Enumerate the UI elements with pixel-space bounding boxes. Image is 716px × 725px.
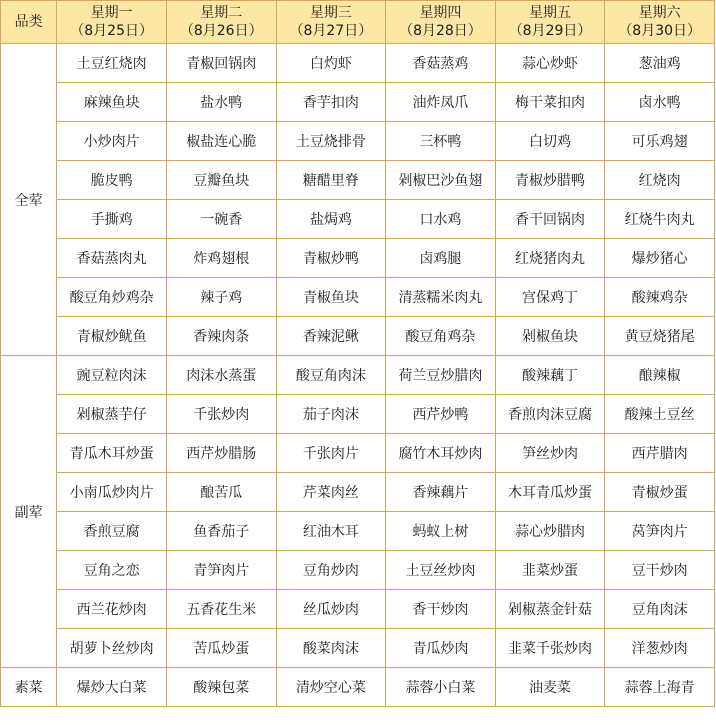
dish-cell: 爆炒大白菜 [57, 668, 167, 707]
menu-row [1, 590, 715, 629]
dish-cell: 青瓜木耳炒蛋 [57, 434, 167, 473]
dish-cell: 剁椒鱼块 [495, 317, 605, 356]
dish-cell: 酸豆角炒鸡杂 [57, 278, 167, 317]
category-cell: 副荤 [1, 356, 57, 668]
dish-cell: 卤鸡腿 [386, 239, 496, 278]
dish-cell: 鱼香茄子 [166, 512, 276, 551]
dish-cell: 脆皮鸭 [57, 161, 167, 200]
dish-cell: 油炸凤爪 [386, 83, 496, 122]
dish-cell: 清炒空心菜 [276, 668, 386, 707]
dish-cell: 芹菜肉丝 [276, 473, 386, 512]
dish-cell: 洋葱炒肉 [605, 629, 715, 668]
dish-cell: 一碗香 [166, 200, 276, 239]
table-body [1, 44, 715, 707]
day-name: 星期二 [200, 5, 243, 21]
dish-cell: 香菇蒸肉丸 [57, 239, 167, 278]
menu-row [1, 83, 715, 122]
day-date: （8月26日） [179, 23, 263, 39]
day-name: 星期三 [309, 5, 352, 21]
dish-cell: 莴笋肉片 [605, 512, 715, 551]
dish-cell: 红油木耳 [276, 512, 386, 551]
dish-cell: 酿辣椒 [605, 356, 715, 395]
dish-cell: 盐水鸭 [166, 83, 276, 122]
dish-cell: 宫保鸡丁 [495, 278, 605, 317]
dish-cell: 辣子鸡 [166, 278, 276, 317]
dish-cell: 剁椒巴沙鱼翅 [386, 161, 496, 200]
dish-cell: 炸鸡翅根 [166, 239, 276, 278]
day-date: （8月28日） [399, 23, 482, 39]
dish-cell: 青椒炒腊鸭 [495, 161, 605, 200]
dish-cell: 清蒸糯米肉丸 [386, 278, 496, 317]
menu-row [1, 473, 715, 512]
dish-cell: 酸辣藕丁 [495, 356, 605, 395]
dish-cell: 西芹炒腊肠 [166, 434, 276, 473]
dish-cell: 豆角肉沫 [605, 590, 715, 629]
dish-cell: 麻辣鱼块 [57, 83, 167, 122]
dish-cell: 酸豆角鸡杂 [386, 317, 496, 356]
dish-cell: 青椒炒鸭 [276, 239, 386, 278]
dish-cell: 红烧肉 [605, 161, 715, 200]
day-header-thu [386, 1, 496, 44]
day-name: 星期五 [529, 5, 572, 21]
menu-row [1, 122, 715, 161]
dish-cell: 荷兰豆炒腊肉 [386, 356, 496, 395]
day-date: （8月25日） [70, 23, 153, 39]
dish-cell: 剁椒蒸芋仔 [57, 395, 167, 434]
dish-cell: 青笋肉片 [166, 551, 276, 590]
dish-cell: 西兰花炒肉 [57, 590, 167, 629]
day-date: （8月30日） [618, 23, 702, 39]
header-row [1, 1, 715, 44]
dish-cell: 木耳青瓜炒蛋 [495, 473, 605, 512]
dish-cell: 红烧猪肉丸 [495, 239, 605, 278]
dish-cell: 青椒炒鱿鱼 [57, 317, 167, 356]
dish-cell: 梅干菜扣肉 [495, 83, 605, 122]
menu-row [1, 44, 715, 83]
dish-cell: 香煎肉沫豆腐 [495, 395, 605, 434]
day-header-fri [495, 1, 605, 44]
dish-cell: 茄子肉沫 [276, 395, 386, 434]
dish-cell: 千张肉片 [276, 434, 386, 473]
dish-cell: 手撕鸡 [57, 200, 167, 239]
menu-row [1, 434, 715, 473]
dish-cell: 胡萝卜丝炒肉 [57, 629, 167, 668]
dish-cell: 苦瓜炒蛋 [166, 629, 276, 668]
day-header-tue [166, 1, 276, 44]
dish-cell: 爆炒猪心 [605, 239, 715, 278]
dish-cell: 韭菜炒蛋 [495, 551, 605, 590]
day-date: （8月29日） [508, 23, 592, 39]
day-header-mon [57, 1, 167, 44]
category-cell: 素菜 [1, 668, 57, 707]
dish-cell: 油麦菜 [495, 668, 605, 707]
table-header [1, 1, 715, 44]
dish-cell: 小炒肉片 [57, 122, 167, 161]
dish-cell: 蒜心炒虾 [495, 44, 605, 83]
dish-cell: 葱油鸡 [605, 44, 715, 83]
dish-cell: 蚂蚁上树 [386, 512, 496, 551]
menu-row [1, 395, 715, 434]
dish-cell: 糖醋里脊 [276, 161, 386, 200]
dish-cell: 香煎豆腐 [57, 512, 167, 551]
category-cell: 全荤 [1, 44, 57, 356]
dish-cell: 白灼虾 [276, 44, 386, 83]
dish-cell: 五香花生米 [166, 590, 276, 629]
dish-cell: 韭菜千张炒肉 [495, 629, 605, 668]
menu-row [1, 239, 715, 278]
menu-row [1, 512, 715, 551]
dish-cell: 香辣肉条 [166, 317, 276, 356]
dish-cell: 酿苦瓜 [166, 473, 276, 512]
dish-cell: 三杯鸭 [386, 122, 496, 161]
dish-cell: 豆干炒肉 [605, 551, 715, 590]
menu-row [1, 317, 715, 356]
dish-cell: 酸辣土豆丝 [605, 395, 715, 434]
dish-cell: 笋丝炒肉 [495, 434, 605, 473]
dish-cell: 青瓜炒肉 [386, 629, 496, 668]
day-date: （8月27日） [289, 23, 373, 39]
menu-row [1, 200, 715, 239]
dish-cell: 豆瓣鱼块 [166, 161, 276, 200]
dish-cell: 剁椒蒸金针菇 [495, 590, 605, 629]
day-header-wed [276, 1, 386, 44]
menu-row [1, 161, 715, 200]
dish-cell: 卤水鸭 [605, 83, 715, 122]
dish-cell: 可乐鸡翅 [605, 122, 715, 161]
category-header: 品类 [1, 1, 57, 44]
dish-cell: 丝瓜炒肉 [276, 590, 386, 629]
dish-cell: 黄豆烧猪尾 [605, 317, 715, 356]
dish-cell: 香菇蒸鸡 [386, 44, 496, 83]
dish-cell: 香干炒肉 [386, 590, 496, 629]
day-header-sat [605, 1, 715, 44]
dish-cell: 豆角之恋 [57, 551, 167, 590]
dish-cell: 青椒炒蛋 [605, 473, 715, 512]
dish-cell: 腐竹木耳炒肉 [386, 434, 496, 473]
dish-cell: 青椒鱼块 [276, 278, 386, 317]
dish-cell: 口水鸡 [386, 200, 496, 239]
dish-cell: 西芹腊肉 [605, 434, 715, 473]
dish-cell: 土豆红烧肉 [57, 44, 167, 83]
menu-row [1, 668, 715, 707]
dish-cell: 豌豆粒肉沫 [57, 356, 167, 395]
dish-cell: 白切鸡 [495, 122, 605, 161]
dish-cell: 香辣泥鳅 [276, 317, 386, 356]
menu-row [1, 629, 715, 668]
dish-cell: 蒜蓉小白菜 [386, 668, 496, 707]
menu-row [1, 356, 715, 395]
dish-cell: 青椒回锅肉 [166, 44, 276, 83]
dish-cell: 蒜蓉上海青 [605, 668, 715, 707]
dish-cell: 西芹炒鸭 [386, 395, 496, 434]
dish-cell: 香干回锅肉 [495, 200, 605, 239]
dish-cell: 豆角炒肉 [276, 551, 386, 590]
dish-cell: 椒盐连心脆 [166, 122, 276, 161]
dish-cell: 酸辣鸡杂 [605, 278, 715, 317]
dish-cell: 千张炒肉 [166, 395, 276, 434]
dish-cell: 酸豆角肉沫 [276, 356, 386, 395]
day-name: 星期六 [638, 5, 681, 21]
dish-cell: 盐焗鸡 [276, 200, 386, 239]
menu-row [1, 551, 715, 590]
dish-cell: 酸菜肉沫 [276, 629, 386, 668]
dish-cell: 小南瓜炒肉片 [57, 473, 167, 512]
dish-cell: 香芋扣肉 [276, 83, 386, 122]
day-name: 星期四 [419, 5, 462, 21]
dish-cell: 土豆丝炒肉 [386, 551, 496, 590]
dish-cell: 土豆烧排骨 [276, 122, 386, 161]
dish-cell: 肉沫水蒸蛋 [166, 356, 276, 395]
dish-cell: 红烧牛肉丸 [605, 200, 715, 239]
dish-cell: 酸辣包菜 [166, 668, 276, 707]
dish-cell: 香辣藕片 [386, 473, 496, 512]
dish-cell: 蒜心炒腊肉 [495, 512, 605, 551]
menu-row [1, 278, 715, 317]
day-name: 星期一 [90, 5, 133, 21]
